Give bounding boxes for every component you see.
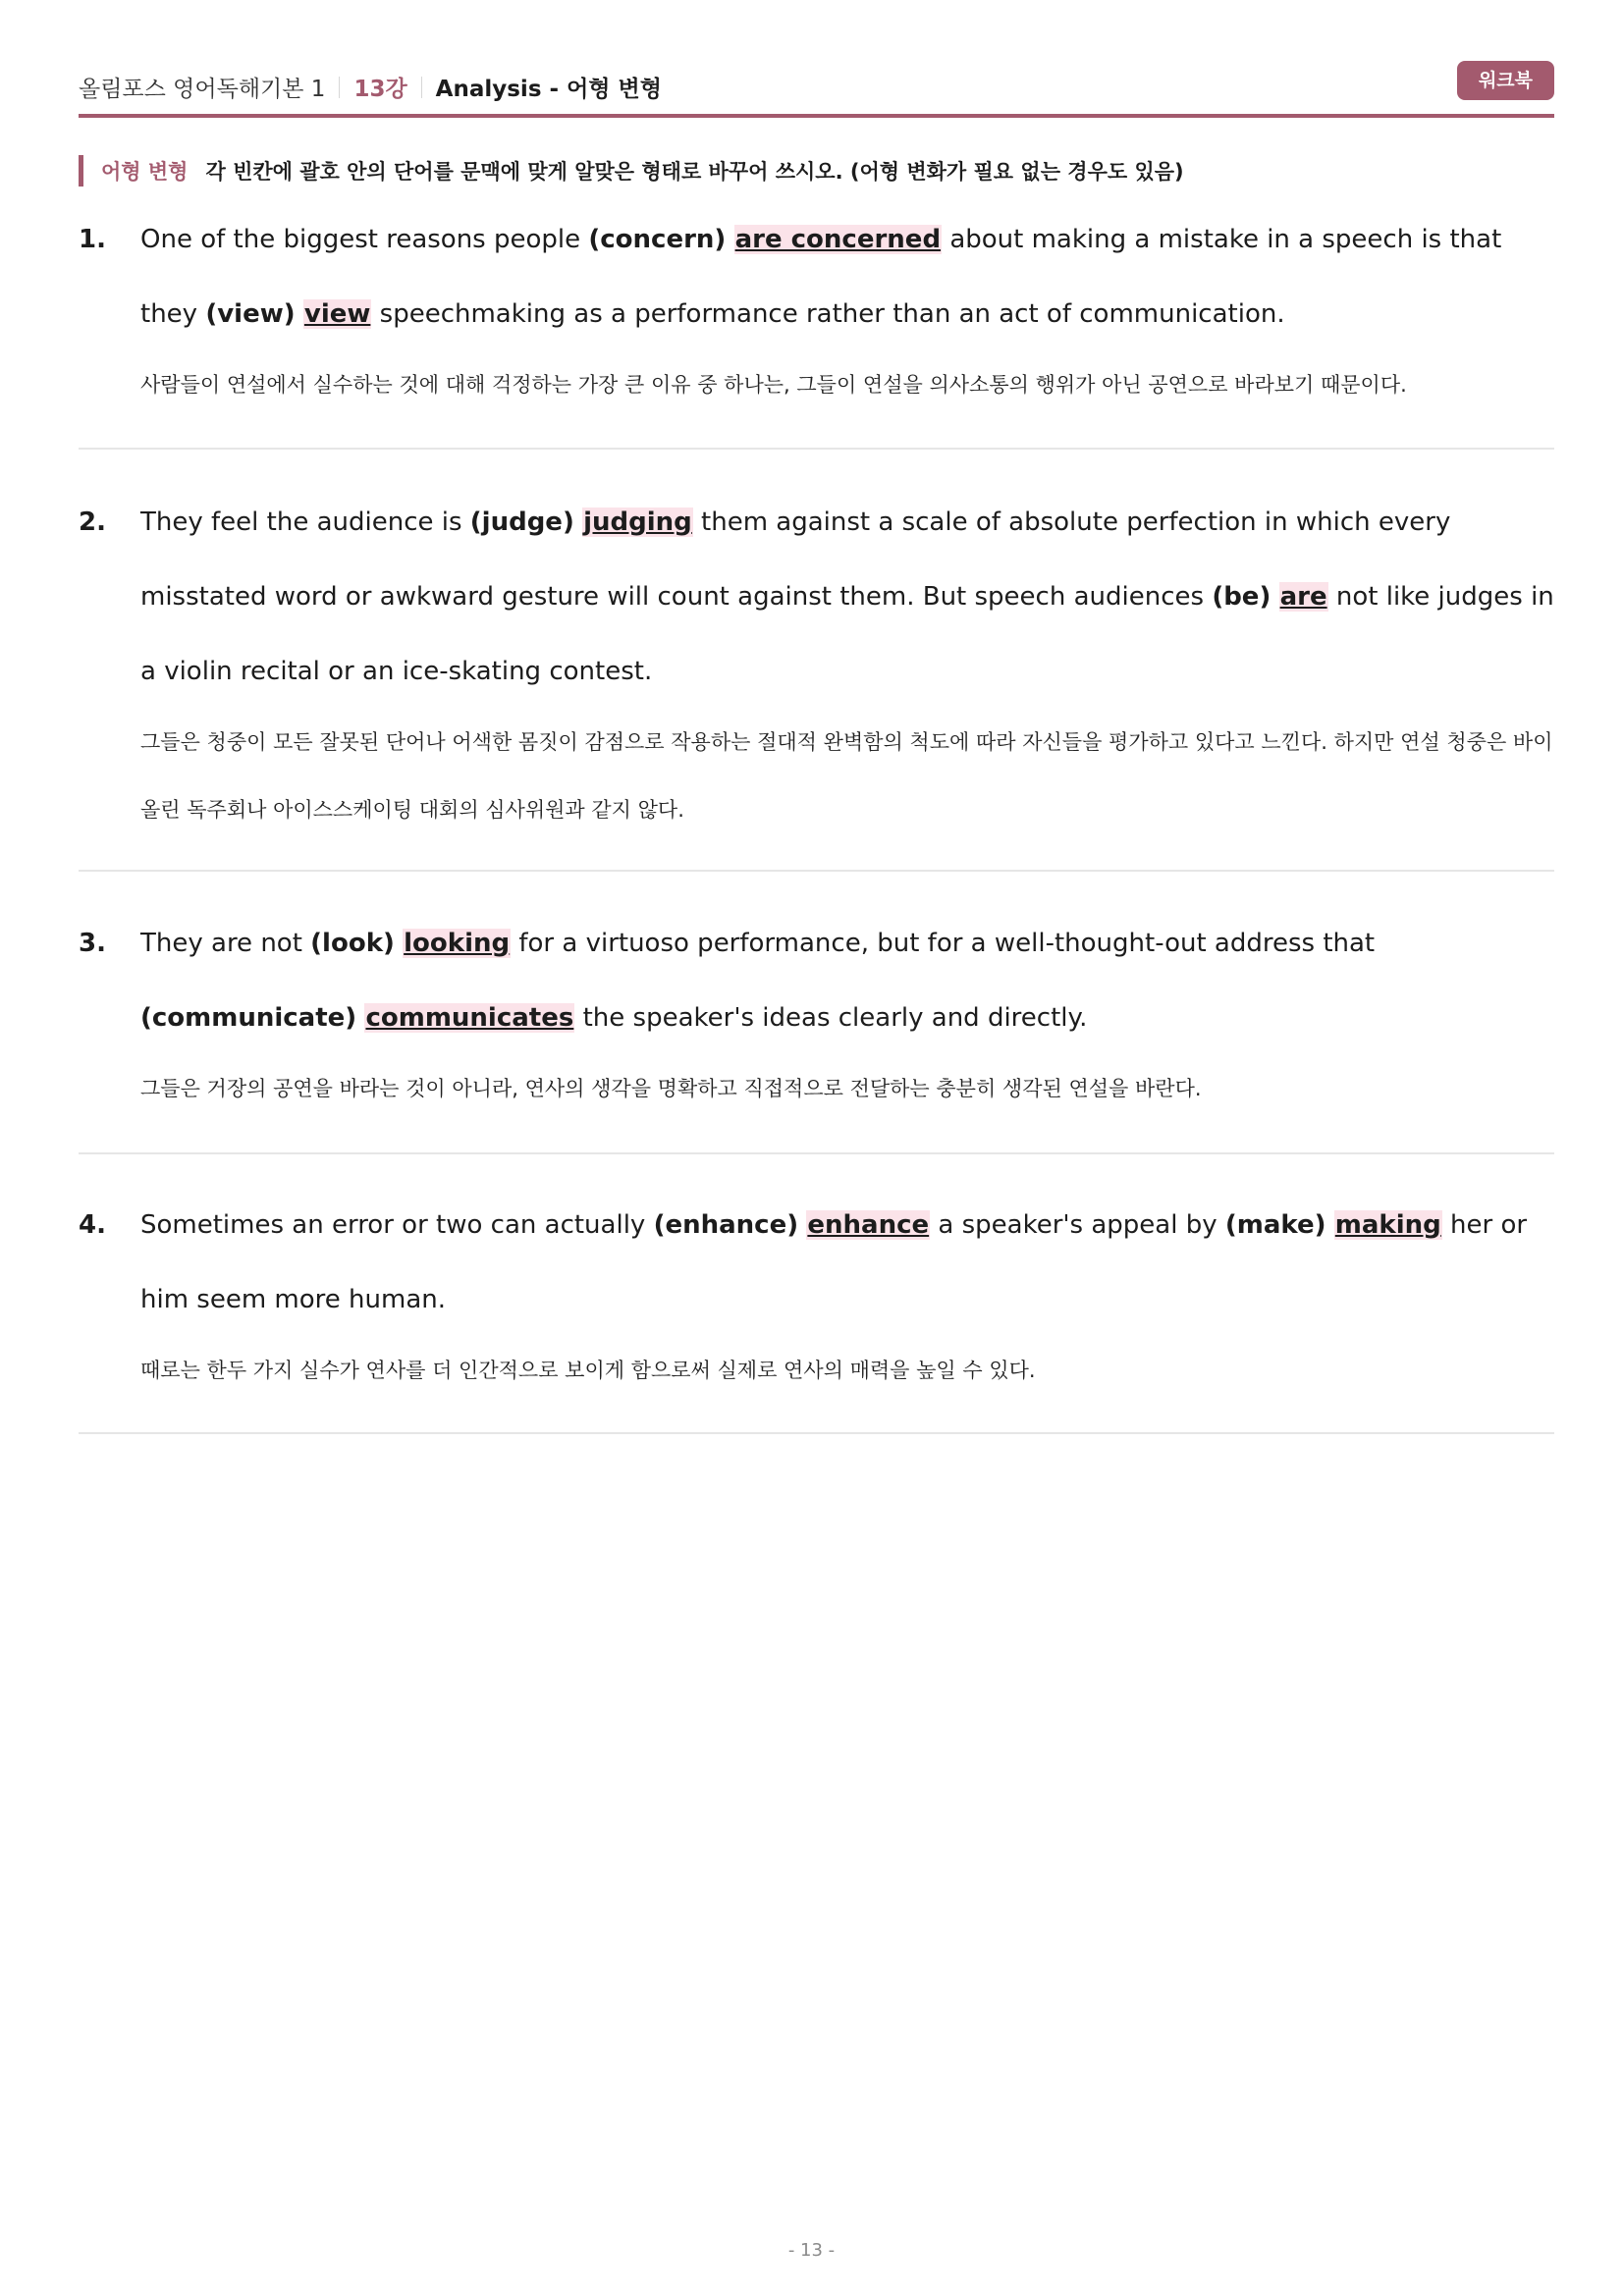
workbook-badge: 워크북: [1457, 61, 1554, 100]
sentence-text: [1271, 582, 1278, 612]
sentence-text: them against a scale of absolute perfection in which every misstated word or awkward gesture will count against them. But speech audiences: [140, 507, 1451, 612]
english-sentence: [140, 202, 1554, 351]
lesson-number: 13강: [353, 77, 407, 102]
base-word-cue: (look): [310, 929, 395, 958]
sentence-text: [395, 929, 403, 958]
sentence-text: Sometimes an error or two can actually: [140, 1210, 654, 1240]
answer-blank: are concerned: [734, 225, 942, 254]
question-item-4: [79, 1188, 1554, 1434]
question-number: 1.: [79, 225, 106, 254]
book-title: 올림포스 영어독해기본 1: [79, 77, 326, 102]
question-item-2: [79, 485, 1554, 872]
sentence-text: about making a mistake in a speech is that they: [140, 225, 1502, 329]
base-word-cue: (make): [1224, 1210, 1326, 1240]
answer-blank: judging: [583, 507, 692, 537]
korean-translation: 그들은 청중이 모든 잘못된 단어나 어색한 몸짓이 감점으로 작용하는 절대적 완벽함의 척도에 따라 자신들을 평가하고 있다고 느낀다. 하지만 연설 청중은 바이올린 독주회나 아이스스케이팅 대회의 심사위원과 같지 않다.: [140, 730, 1553, 822]
header-divider: [339, 77, 340, 98]
korean-translation: 그들은 거장의 공연을 바라는 것이 아니라, 연사의 생각을 명확하고 직접적으로 전달하는 충분히 생각된 연설을 바란다.: [140, 1077, 1202, 1100]
sentence-text: for a virtuoso performance, but for a well-thought-out address that: [511, 929, 1376, 958]
korean-translation: 사람들이 연설에서 실수하는 것에 대해 걱정하는 가장 큰 이유 중 하나는, 그들이 연설을 의사소통의 행위가 아닌 공연으로 바라보기 때문이다.: [140, 373, 1407, 397]
sentence-text: speechmaking as a performance rather than an act of communication.: [371, 299, 1285, 329]
base-word-cue: (view): [205, 299, 296, 329]
answer-blank: looking: [404, 929, 511, 958]
sentence-text: They are not: [140, 929, 311, 958]
question-number: 3.: [79, 929, 106, 958]
question-item-3: [79, 906, 1554, 1154]
base-word-cue: (be): [1212, 582, 1271, 612]
sentence-text: not like judges in a violin recital or an ice-skating contest.: [140, 582, 1554, 686]
answer-blank: are: [1279, 582, 1327, 612]
sentence-text: the speaker's ideas clearly and directly.: [574, 1003, 1088, 1033]
sentence-text: They feel the audience is: [140, 507, 470, 537]
english-sentence: [140, 1188, 1554, 1337]
base-word-cue: (enhance): [653, 1210, 799, 1240]
section-title: Analysis - 어형 변형: [435, 77, 662, 102]
answer-blank: communicates: [365, 1003, 574, 1033]
sentence-text: [726, 225, 733, 254]
base-word-cue: (concern): [588, 225, 727, 254]
sentence-text: her or him seem more human.: [140, 1210, 1528, 1314]
question-item-1: [79, 202, 1554, 450]
page-header: [79, 61, 1554, 118]
instruction-bar: [79, 155, 1184, 187]
base-word-cue: (communicate): [140, 1003, 357, 1033]
header-title-group: [79, 71, 662, 103]
sentence-text: One of the biggest reasons people: [140, 225, 589, 254]
answer-blank: view: [303, 299, 371, 329]
korean-translation: 때로는 한두 가지 실수가 연사를 더 인간적으로 보이게 함으로써 실제로 연사의 매력을 높일 수 있다.: [140, 1359, 1036, 1382]
question-number: 4.: [79, 1210, 106, 1240]
base-word-cue: (judge): [469, 507, 574, 537]
answer-blank: making: [1334, 1210, 1441, 1240]
instruction-label: 어형 변형: [101, 160, 189, 184]
header-divider: [421, 77, 422, 98]
sentence-text: [296, 299, 303, 329]
english-sentence: [140, 906, 1554, 1055]
sentence-text: [574, 507, 582, 537]
answer-blank: enhance: [807, 1210, 930, 1240]
question-number: 2.: [79, 507, 106, 537]
english-sentence: [140, 485, 1554, 709]
page-number: - 13 -: [787, 2240, 836, 2261]
instruction-text: 각 빈칸에 괄호 안의 단어를 문맥에 맞게 알맞은 형태로 바꾸어 쓰시오. (어형 변화가 필요 없는 경우도 있음): [205, 160, 1184, 184]
sentence-text: a speaker's appeal by: [930, 1210, 1225, 1240]
sentence-text: [1326, 1210, 1334, 1240]
